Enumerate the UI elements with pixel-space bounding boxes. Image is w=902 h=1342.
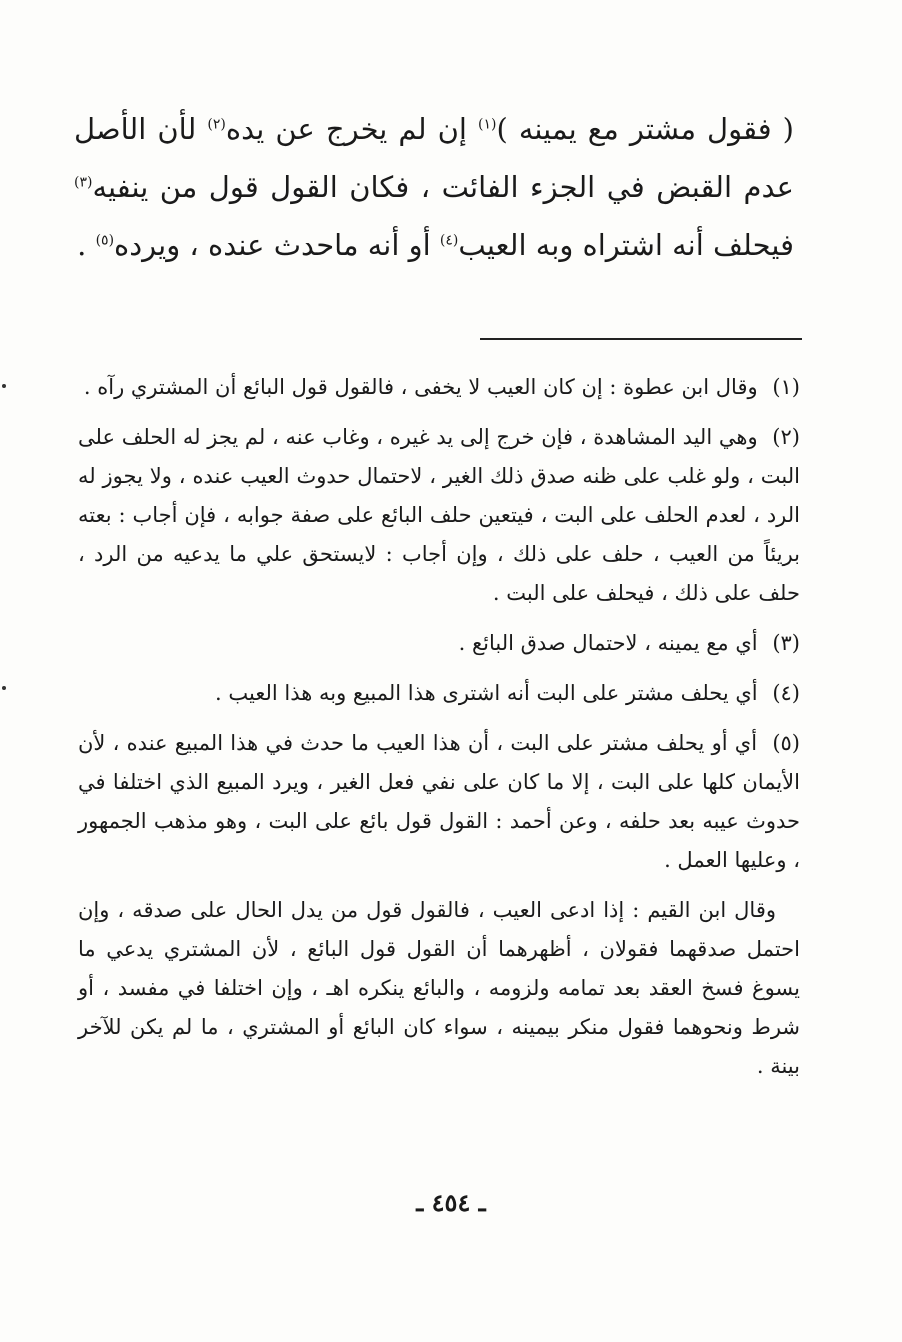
footnotes (78, 368, 800, 1097)
footnote-ref-5: (٥) (95, 232, 115, 249)
footnote-ref-3: (٣) (74, 174, 93, 191)
page-number: ـ ٤٥٤ ـ (416, 1188, 486, 1217)
footnote-number: (٣) (772, 631, 800, 655)
main-text-segment: ( فقول مشتر مع يمينه ) (496, 112, 794, 146)
footnote-4 (78, 674, 800, 713)
footnote-ref-2: (٢) (207, 116, 226, 133)
main-text-segment: أو أنه ماحدث عنده ، ويرده (114, 228, 440, 262)
main-text (74, 100, 794, 274)
footnote-ref-4: (٤) (439, 232, 459, 249)
footnote-number: (٢) (772, 425, 800, 449)
footnote-text: أي أو يحلف مشتر على البت ، أن هذا العيب ما حدث في هذا المبيع عنده ، لأن الأيمان كلها على البت ، إلا ما كان على نفي فعل الغير ، ويرد المبيع الذي اختلفا في حدوث عيبه بعد حلفه ، وعن أحمد : القول قول بائع على البت ، وهو مذهب الجمهور ، وعليها العمل . (78, 731, 800, 872)
footnote-text: أي مع يمينه ، لاحتمال صدق البائع . (458, 631, 758, 655)
footnote-text: أي يحلف مشتر على البت أنه اشترى هذا المبيع وبه هذا العيب . (215, 681, 758, 705)
footnote-3 (78, 624, 800, 663)
main-text-segment: . (77, 228, 96, 262)
footnote-number: (٤) (772, 681, 800, 705)
footnote-number: (٥) (772, 731, 800, 755)
footnote-continuation: وقال ابن القيم : إذا ادعى العيب ، فالقول قول من يدل الحال على صدقه ، وإن احتمل صدقهما فقولان ، أظهرهما أن القول قول البائع ، لأن المشتري يدعي ما يسوغ فسخ العقد بعد تمامه ولزومه ، والبائع ينكره اهـ ، وإن اختلفا في مفسد ، أو شرط ونحوهما فقول منكر بيمينه ، سواء كان البائع أو المشتري ، ما لم يكن للآخر بينة . (78, 898, 800, 1078)
main-text-segment: فيحلف أنه اشتراه وبه العيب (458, 228, 794, 262)
footnote-text: وقال ابن عطوة : إن كان العيب لا يخفى ، فالقول قول البائع أن المشتري رآه . (83, 375, 758, 399)
margin-dot (2, 686, 6, 690)
footnote-text: وهي اليد المشاهدة ، فإن خرج إلى يد غيره ، وغاب عنه ، لم يجز له الحلف على البت ، ولو غلب على ظنه صدق ذلك الغير ، لاحتمال حدوث العيب عنده ، ولا يجوز له الرد ، لعدم الحلف على البت ، فيتعين حلف البائع على صفة جوابه ، فإن أجاب : بعته بريئاً من العيب ، حلف على ذلك ، وإن أجاب : لايستحق علي ما يدعيه من الرد ، حلف على ذلك ، فيحلف على البت . (78, 425, 800, 605)
main-paragraph (74, 100, 794, 274)
footnote-separator (480, 338, 802, 340)
footnote-5 (78, 724, 800, 880)
main-text-segment: إن لم يخرج عن يده (225, 112, 479, 146)
footnote-ref-1: (١) (478, 116, 497, 133)
footnote-number: (١) (772, 375, 800, 399)
main-text-segment: لأن الأصل عدم القبض في الجزء الفائت ، فكان القول قول من ينفيه (74, 112, 794, 204)
footnote-2 (78, 418, 800, 613)
margin-dot (2, 384, 6, 388)
footnote-1 (78, 368, 800, 407)
